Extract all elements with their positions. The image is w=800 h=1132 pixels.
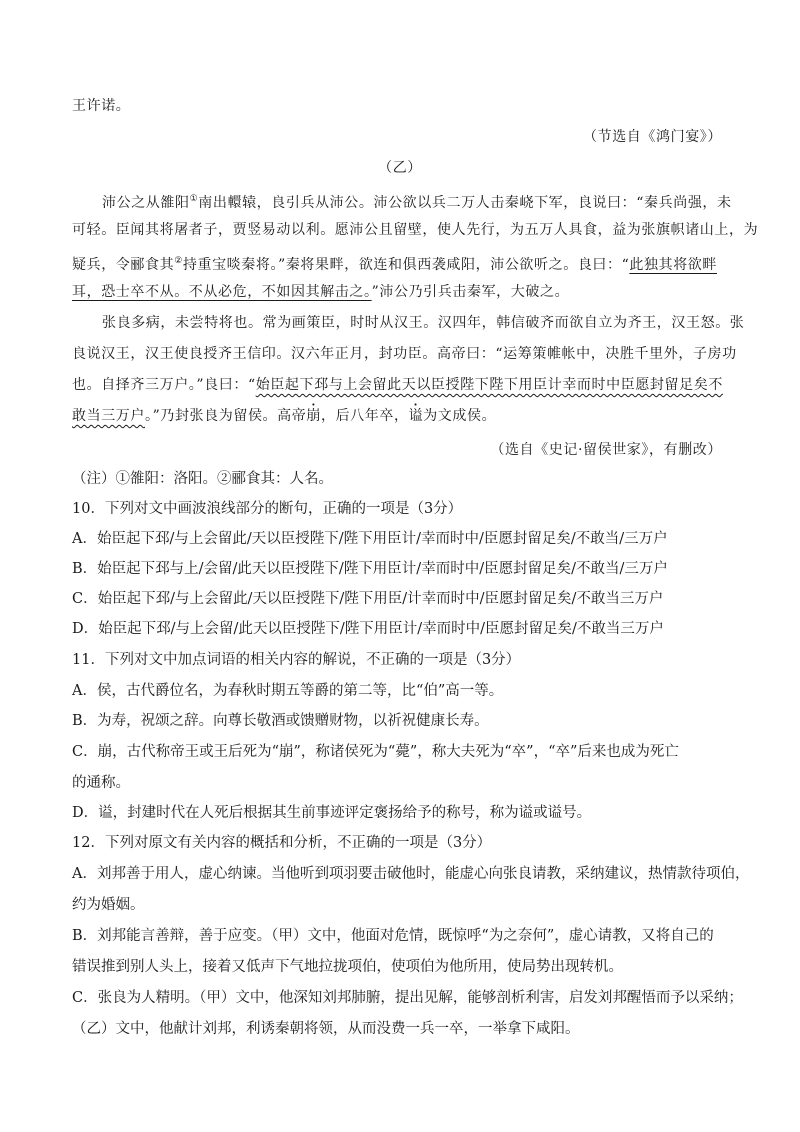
q12-option-a-line1: A．刘邦善于用人，虚心纳谏。当他听到项羽要击破他时，能虚心向张良请教，采纳建议，热情款待项伯， <box>72 866 750 882</box>
p1-l3a: 疑兵，令郦食其 <box>72 257 175 273</box>
q12-option-a-line2: 约为婚姻。 <box>72 897 145 913</box>
passage-b-para2-line3 <box>72 375 723 395</box>
q11-option-a: A．侯，古代爵位名，为春秋时期五等爵的第二等，比“伯”高一等。 <box>72 683 504 699</box>
q12-option-c-line2: （乙）文中，他献计刘邦，利诱秦朝将领，从而没费一兵一卒，一举拿下咸阳。 <box>72 1021 580 1037</box>
passage-b-marker: （乙） <box>378 160 422 176</box>
p1-l3b: 持重宝啖秦将。”秦将果畔，欲连和俱西袭咸阳，沛公欲听之。良曰：“ <box>182 257 630 273</box>
passage-b-para2-line4 <box>72 406 496 426</box>
passage-a-source: （节选自《鸿门宴》） <box>583 129 722 145</box>
p2-l3a: 也。自择齐三万户。”良曰：“ <box>72 377 256 393</box>
q11-option-d: D．谥，封建时代在人死后根据其生前事迹评定褒扬给予的称号，称为谥或谥号。 <box>72 805 592 821</box>
note-marker-2: ② <box>174 256 183 266</box>
wavy-sentence-part2: 敢当三万户 <box>72 408 145 424</box>
p1-l1b: 南出轘辕，良引兵从沛公。沛公欲以兵二万人击秦峣下军，良说曰：“秦兵尚强，未 <box>198 195 732 211</box>
p1-l1a: 沛公之从雒阳 <box>102 195 190 211</box>
q10-option-b: B．始臣起下邳与上/会留/此天以臣授陛下/陛下用臣计/幸而时中/臣愿封留足矣/不敢当/三万户 <box>72 561 668 577</box>
passage-b-para2-line2: 良说汉王，汉王使良授齐王信印。汉六年正月，封功臣。高帝曰：“运筹策帷帐中，决胜千里外，子房功 <box>72 346 737 362</box>
wavy-sentence-part1: 始臣起下邳与上会留此天以臣授陛下陛下用臣计幸而时中臣愿封留足矣不 <box>255 377 723 393</box>
q12-option-b-line1: B．刘邦能言善辩，善于应变。（甲）文中，他面对危情，既惊呼“为之奈何”，虚心请教，又将自己的 <box>72 928 714 944</box>
q11-option-c-line1: C．崩，古代称帝王或王后死为“崩”，称诸侯死为“薨”，称大夫死为“卒”，“卒”后来也成为死亡 <box>72 744 679 760</box>
q11-option-b: B．为寿，祝颂之辞。向尊长敬酒或馈赠财物，以祈祝健康长寿。 <box>72 713 489 729</box>
q12-option-c-line1: C．张良为人精明。（甲）文中，他深知刘邦肺腑，提出见解，能够剖析利害，启发刘邦醒悟而予以采纳； <box>72 990 743 1006</box>
dotted-word-beng: 崩 <box>306 408 321 424</box>
underlined-sentence-part1: 此独其将欲畔 <box>629 257 717 273</box>
p2-l4c: ，后八年卒， <box>320 408 409 424</box>
passage-b-para1-line3 <box>72 251 717 275</box>
q11-option-c-line2: 的通称。 <box>72 775 130 791</box>
q10-option-c: C．始臣起下邳/与上会留此/天以臣授陛下/陛下用臣/计幸而时中/臣愿封留足矣/不敢当三万户 <box>72 591 664 607</box>
passage-a-tail: 王许诺。 <box>72 98 131 114</box>
q10-option-a: A．始臣起下邳/与上会留此/天以臣授陛下/陛下用臣计/幸而时中/臣愿封留足矣/不敢当/三万户 <box>72 531 668 547</box>
q11-stem: 11．下列对文中加点词语的相关内容的解说，不正确的一项是（3分） <box>72 652 521 668</box>
q10-stem: 10．下列对文中画波浪线部分的断句，正确的一项是（3分） <box>72 501 463 517</box>
passage-b-para2-line1: 张良多病，未尝特将也。常为画策臣，时时从汉王。汉四年，韩信破齐而欲自立为齐王，汉王怒。张 <box>102 315 745 331</box>
passage-b-para1-line2: 可轻。臣闻其将屠者子，贾竖易动以利。愿沛公且留壁，使人先行，为五万人具食，益为张旗帜诸山上，为 <box>72 222 759 238</box>
q12-option-b-line2: 错误推到别人头上，接着又低声下气地拉拢项伯，使项伯为他所用，使局势出现转机。 <box>72 959 623 975</box>
q12-stem: 12．下列对原文有关内容的概括和分析，不正确的一项是（3分） <box>72 835 492 851</box>
p1-l4b: ”沛公乃引兵击秦军，大破之。 <box>371 284 570 300</box>
passage-b-source: （选自《史记·留侯世家》，有删改） <box>490 442 722 458</box>
q10-option-d: D．始臣起下邳/与上会留/此天以臣授陛下/陛下用臣计/幸而时中/臣愿封留足矣/不敢当三万户 <box>72 621 664 637</box>
p2-l4b: 。”乃封张良为留侯。高帝 <box>145 408 307 424</box>
annotation-note: （注）①雒阳：洛阳。②郦食其：人名。 <box>72 471 333 487</box>
dotted-word-shi: 谥 <box>408 408 424 424</box>
note-marker-1: ① <box>189 194 199 204</box>
passage-b-para1-line4 <box>72 282 569 302</box>
p2-l4d: 为文成侯。 <box>423 408 497 424</box>
underlined-sentence-part2: 耳，恐士卒不从。不从必危，不如因其解击之。 <box>72 284 372 300</box>
passage-b-para1-line1 <box>102 189 732 213</box>
